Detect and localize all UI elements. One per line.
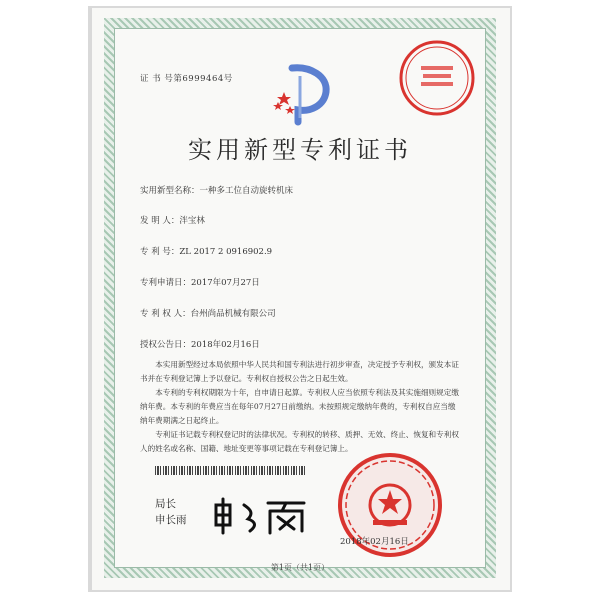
handwritten-signature	[210, 495, 310, 535]
signatory-name: 申长雨	[155, 514, 187, 526]
patent-office-seal-icon	[397, 38, 477, 118]
barcode	[155, 466, 305, 475]
body-paragraph: 专利证书记载专利权登记时的法律状况。专利权的转移、质押、无效、终止、恢复和专利权人的姓名或名称、国籍、地址变更等事项记载在专利登记簿上。	[140, 430, 459, 453]
patentee: 专 利 权 人：台州尚品机械有限公司	[140, 309, 276, 319]
inventor: 发 明 人：泮宝林	[140, 216, 205, 226]
body-paragraph: 本实用新型经过本局依照中华人民共和国专利法进行初步审查，决定授予专利权，颁发本证书并在专利登记簿上予以登记。专利权自授权公告之日起生效。	[140, 360, 459, 383]
issue-date: 2018年02月16日	[340, 537, 409, 547]
page-number: 第1页（共1页）	[270, 563, 330, 572]
body-paragraph: 本专利的专利权期限为十年，自申请日起算。专利权人应当依照专利法及其实施细则规定缴纳年费。本专利的年费应当在每年07月27日前缴纳。未按照规定缴纳年费的，专利权自应当缴纳年费期满之日起终止。	[140, 388, 459, 425]
patent-office-logo-icon	[270, 58, 340, 128]
grant-date: 授权公告日：2018年02月16日	[140, 340, 260, 350]
filing-date: 专利申请日：2017年07月27日	[140, 278, 260, 288]
certificate-number: 证 书 号第6999464号	[140, 74, 233, 84]
certificate-title: 实用新型专利证书	[188, 136, 412, 164]
utility-model-name: 实用新型名称：一种多工位自动旋转机床	[140, 186, 294, 196]
signatory-role: 局长	[155, 498, 176, 510]
patent-number: 专 利 号：ZL 2017 2 0916902.9	[140, 247, 273, 257]
